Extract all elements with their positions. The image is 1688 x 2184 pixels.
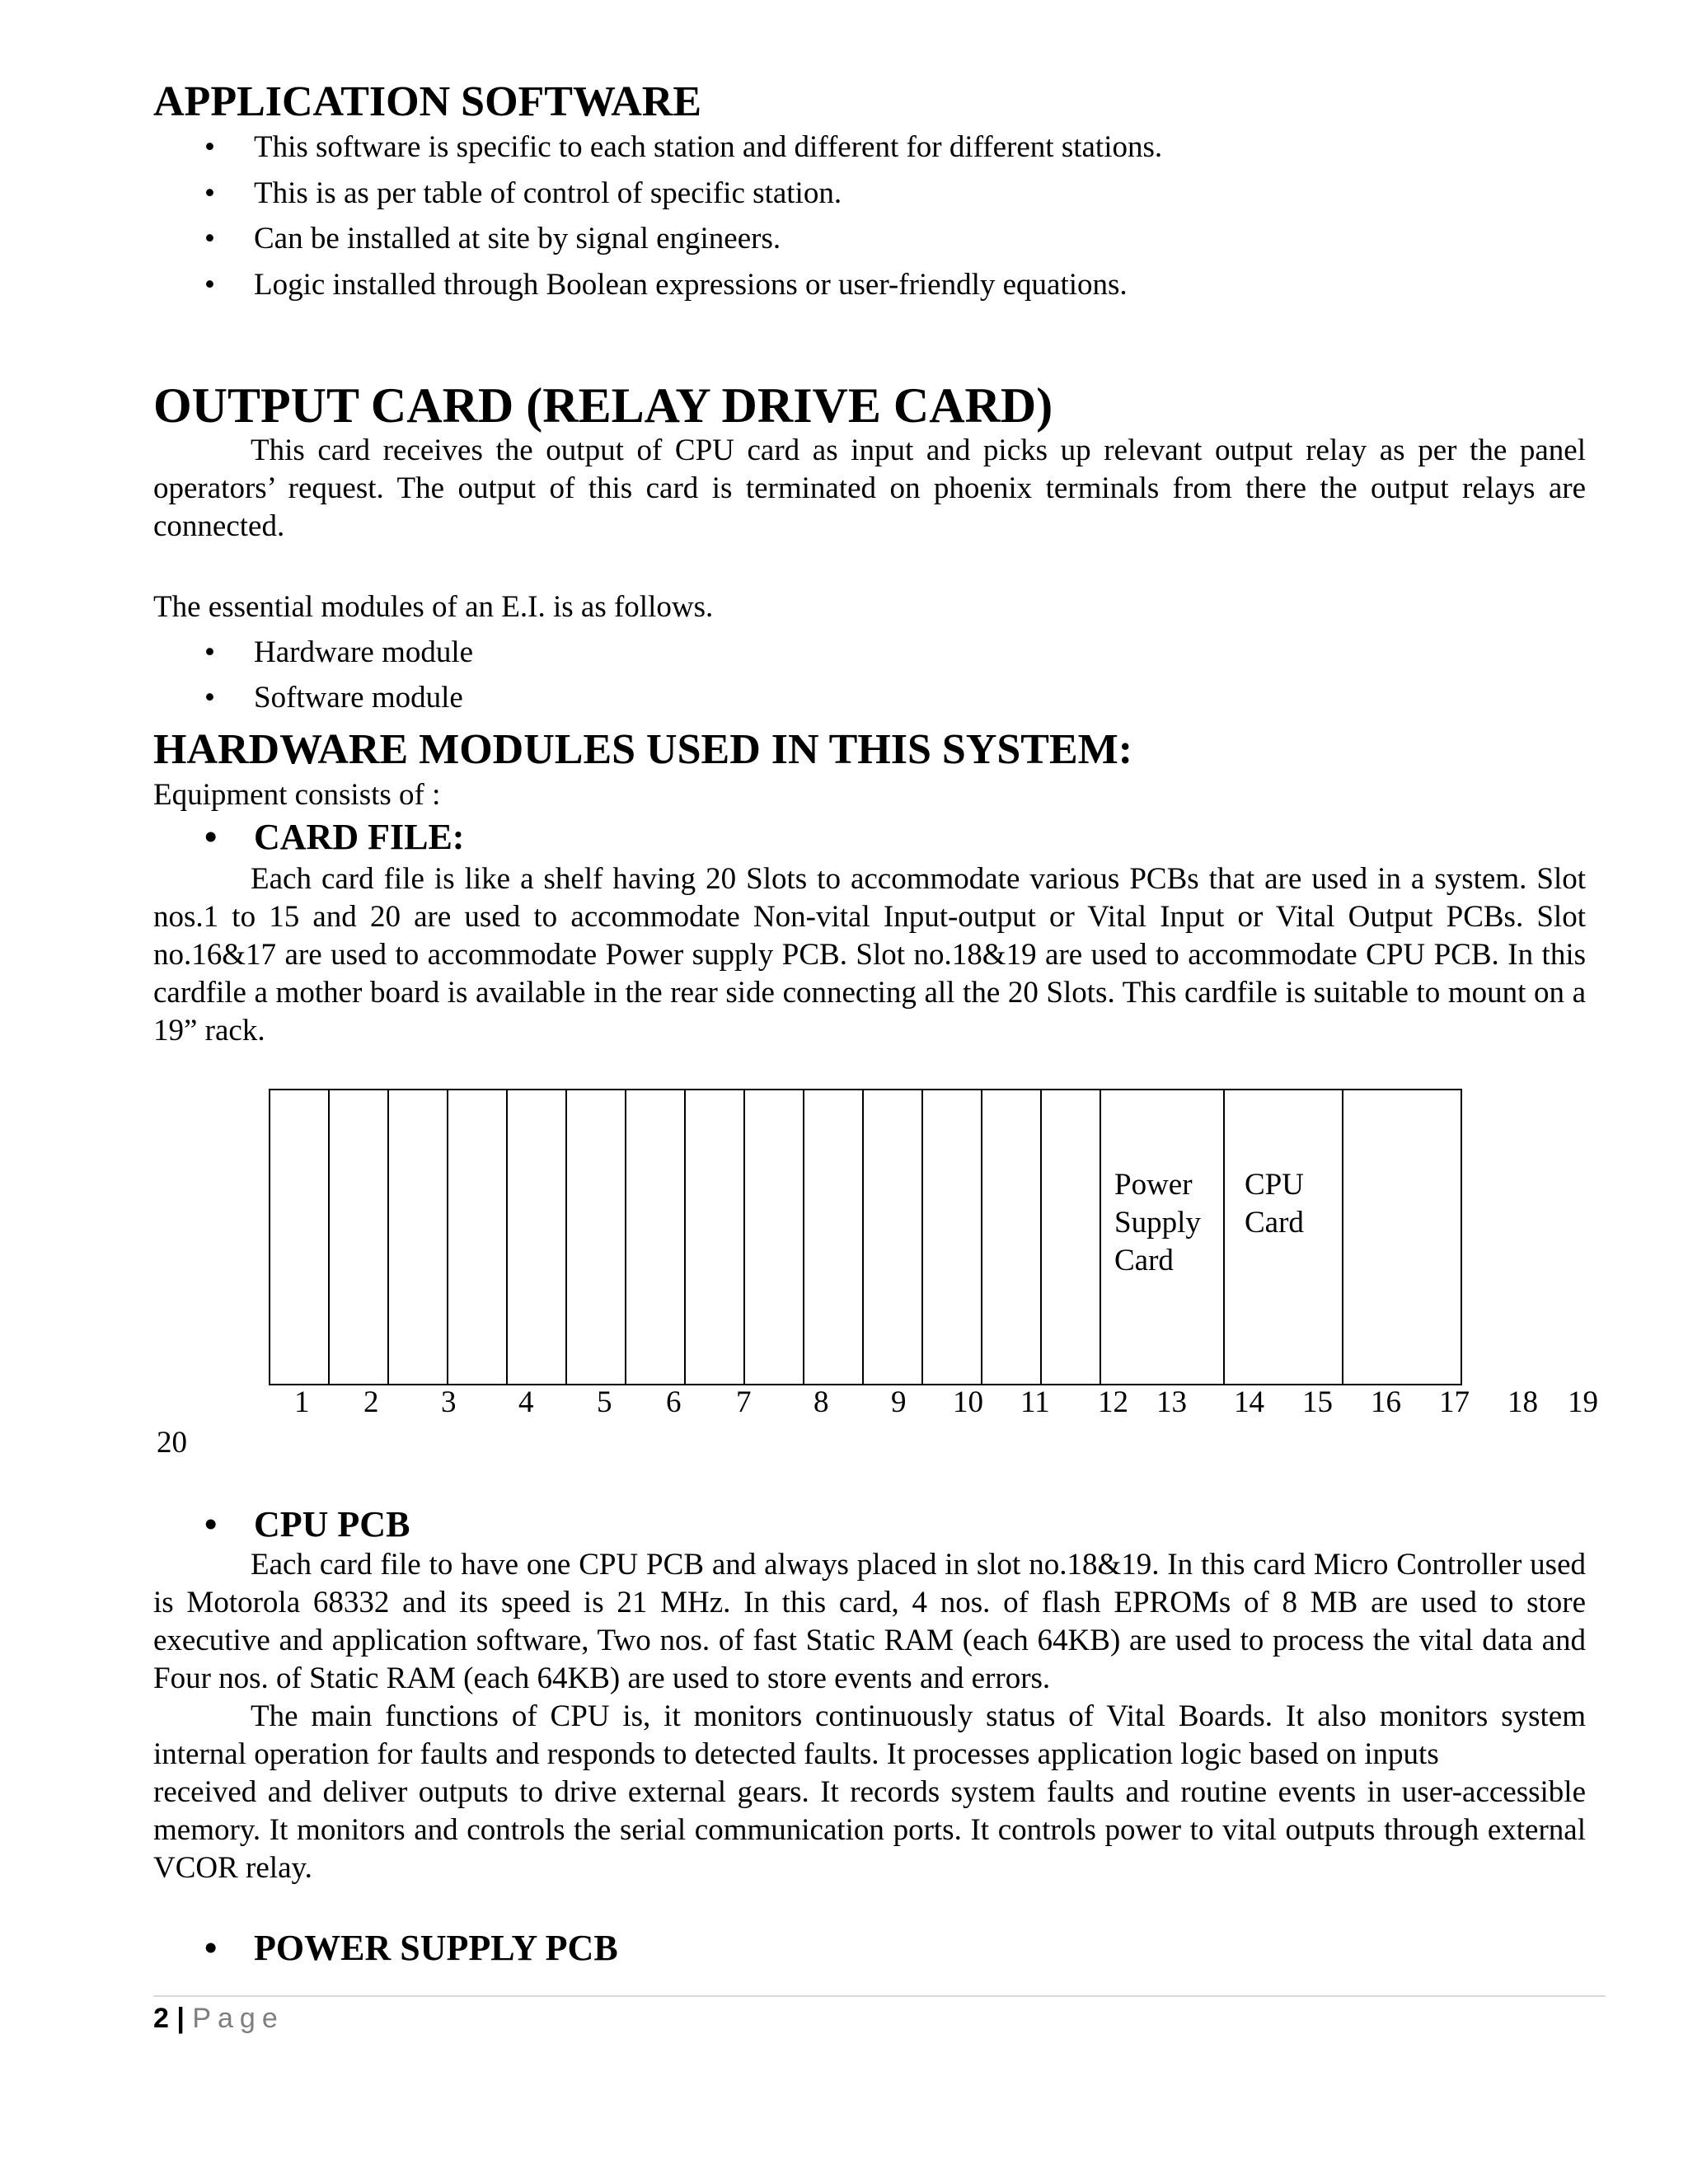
slot — [1343, 1090, 1403, 1384]
heading-application-software: APPLICATION SOFTWARE — [153, 78, 702, 125]
bullet-icon: • — [204, 635, 215, 669]
power-supply-pcb-title: POWER SUPPLY PCB — [254, 1928, 618, 1968]
slot-number: 19 — [1568, 1385, 1598, 1419]
heading-output-card: OUTPUT CARD (RELAY DRIVE CARD) — [153, 378, 1053, 433]
slot-number: 7 — [736, 1385, 752, 1419]
cpu-pcb-title: CPU PCB — [254, 1504, 410, 1544]
page-number: 2 — [153, 2003, 169, 2034]
footer-divider — [153, 1995, 1606, 1997]
power-supply-label: Power Supply Card — [1114, 1168, 1201, 1277]
slot — [745, 1090, 804, 1384]
slot-number: 16 — [1371, 1385, 1401, 1419]
slot-number: 12 — [1098, 1385, 1128, 1419]
modules-intro: The essential modules of an E.I. is as follows. — [153, 590, 714, 624]
bullet-icon: • — [204, 176, 215, 210]
card-file-paragraph: Each card file is like a shelf having 20 Slots to accommodate various PCBs that are used in a system. Slot nos.1 to 15 and 20 are used to accommodate Non-vital Input-output or Vital Input or Vital Output PCBs. Slot no.16&17 are used to accommodate Power supply PCB. Slot no.18&19 are used to accommodate CPU PCB. In this cardfile a mother board is available in the rear side connecting all the 20 Slots. This cardfile is suitable to mount on a 19” rack. — [153, 862, 1586, 1047]
slot-number: 4 — [518, 1385, 534, 1419]
slot-number: 13 — [1156, 1385, 1187, 1419]
slot — [330, 1090, 389, 1384]
slot — [923, 1090, 982, 1384]
slot — [804, 1090, 864, 1384]
slot — [508, 1090, 567, 1384]
page-word: Page — [192, 2003, 284, 2034]
card-file-slot-diagram — [269, 1089, 1462, 1385]
slot-number: 14 — [1234, 1385, 1264, 1419]
slot — [389, 1090, 448, 1384]
slot-number: 6 — [666, 1385, 682, 1419]
slot-power-supply — [1101, 1090, 1225, 1384]
page-footer — [153, 2003, 284, 2035]
slot — [626, 1090, 686, 1384]
slot-number: 20 — [157, 1426, 187, 1460]
bullet-icon: • — [204, 1504, 218, 1544]
bullet-icon: • — [204, 817, 218, 857]
slot — [448, 1090, 508, 1384]
footer-separator: | — [176, 2003, 185, 2034]
slot — [567, 1090, 626, 1384]
document-page: APPLICATION SOFTWARE • This software is specific to each station and different for different stations. • This is as per table of control of specific station. • Can be installed at site by signal engineers. • Logic installed through Boolean expressions or user-friendly equations. OUTPUT CARD (RELAY DRIVE CARD) This card receives the output of CPU card as input and picks up relevant output relay as per the panel operators’ request. The output of this card is terminated on phoenix terminals from there the output relays are connected. The essential modules of an E.I. is as follows. • Hardware module • Software module HARDWARE MODULES USED IN THIS SYSTEM: Equipment consists of : • CARD FILE: Each card file is like a shelf having 20 Slots to accommodate various PCBs that are used in a system. Slot nos.1 to 15 and 20 are used to accommodate Non-vital Input-output or Vital Input or Vital Output PCBs. Slot no.16&17 are used to accommodate Power supply PCB. Slot no.18&19 are used to accommodate CPU PCB. In this cardfile a mother board is available in the rear side connecting all the 20 Slots. This cardfile is suitable to mount on a 19” rack. Power Supply Card CPU Card 1 2 3 4 5 6 7 8 9 10 11 12 13 14 15 16 17 18 19 20 • CPU PCB Each card file to have one CPU PCB and always placed in slot no.18&19. In this card Micro Controller used is Motorola 68332 and its speed is 21 MHz. In this card, 4 nos. of flash EPROMs of 8 MB are used to store executive and application software, Two nos. of fast Static RAM (each 64KB) are used to process the vital data and Four nos. of Static RAM (each 64KB) are used to store events and errors. The main functions of CPU is, it monitors continuously status of Vital Boards. It also monitors system internal operation for faults and responds to detected faults. It processes application logic based on inputs received and deliver outputs to drive external gears. It records system faults and routine events in user-accessible memory. It monitors and controls the serial communication ports. It controls power to vital outputs through external VCOR relay. • POWER SUPPLY PCB 2 | Page — [0, 0, 1688, 2184]
slot-number: 15 — [1302, 1385, 1333, 1419]
slot-number: 5 — [597, 1385, 612, 1419]
slot-number: 11 — [1020, 1385, 1050, 1419]
slot-number: 18 — [1507, 1385, 1538, 1419]
slot — [982, 1090, 1042, 1384]
bullet-icon: • — [204, 222, 215, 255]
slot-number: 3 — [441, 1385, 457, 1419]
heading-hardware-modules: HARDWARE MODULES USED IN THIS SYSTEM: — [153, 726, 1133, 773]
slot-number: 10 — [953, 1385, 983, 1419]
slot-number: 8 — [814, 1385, 829, 1419]
card-file-title: CARD FILE: — [254, 817, 465, 857]
slot — [270, 1090, 330, 1384]
slot — [1042, 1090, 1101, 1384]
equipment-intro: Equipment consists of : — [153, 778, 441, 812]
bullet-icon: • — [204, 1928, 218, 1968]
slot — [686, 1090, 745, 1384]
slot-number: 9 — [891, 1385, 907, 1419]
slot-cpu — [1225, 1090, 1343, 1384]
bullet-icon: • — [204, 268, 215, 302]
cpu-pcb-paragraph: Each card file to have one CPU PCB and always placed in slot no.18&19. In this card Micro Controller used is Motorola 68332 and its speed is 21 MHz. In this card, 4 nos. of flash EPROMs of 8 MB are used to store executive and application software, Two nos. of fast Static RAM (each 64KB) are used to process the vital data and Four nos. of Static RAM (each 64KB) are used to store events and errors. The main functions of CPU is, it monitors continuously status of Vital Boards. It also monitors system internal operation for faults and responds to detected faults. It processes application logic based on inputs received and deliver outputs to drive external gears. It records system faults and routine events in user-accessible memory. It monitors and controls the serial communication ports. It controls power to vital outputs through external VCOR relay. — [153, 1548, 1586, 1885]
slot — [864, 1090, 923, 1384]
slot-number: 17 — [1439, 1385, 1470, 1419]
bullet-icon: • — [204, 130, 215, 164]
cpu-label: CPU Card — [1245, 1168, 1304, 1240]
slot-number: 2 — [363, 1385, 379, 1419]
bullet-icon: • — [204, 681, 215, 715]
output-card-paragraph: This card receives the output of CPU card as input and picks up relevant output relay as per the panel operators’ request. The output of this card is terminated on phoenix terminals from there the output relays are connected. — [153, 434, 1586, 543]
slot-number: 1 — [294, 1385, 310, 1419]
